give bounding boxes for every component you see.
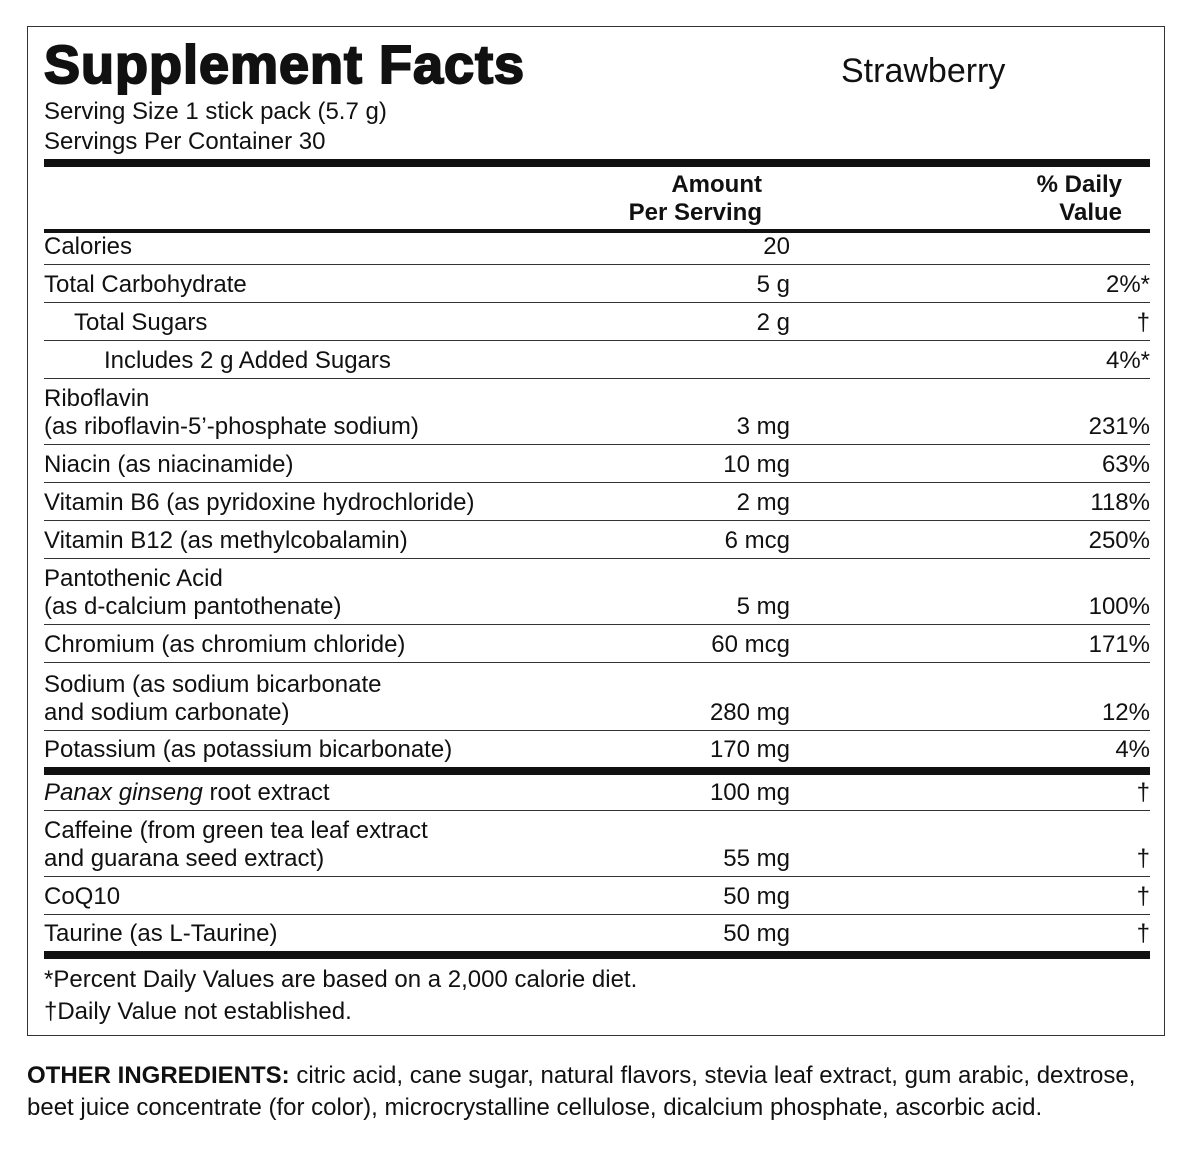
nutrient-amount: 20	[763, 233, 790, 260]
footnote-dagger: †Daily Value not established.	[44, 998, 352, 1025]
panel-title: Supplement Facts	[44, 35, 526, 95]
serving-size: Serving Size 1 stick pack (5.7 g)	[44, 98, 387, 125]
table-row	[44, 483, 1150, 521]
nutrient-name: Includes 2 g Added Sugars	[104, 347, 391, 374]
other-ingredients-text: citric acid, cane sugar, natural flavors, stevia leaf extract, gum arabic, dextrose, beet juice concentrate (for color), microcrystalline cellulose, dicalcium phosphate, ascorbic acid.	[27, 1062, 1136, 1121]
table-row	[44, 233, 1150, 265]
table-row	[44, 915, 1150, 951]
table-row	[44, 775, 1150, 811]
nutrient-amount: 10 mg	[723, 451, 790, 478]
flavor-name: Strawberry	[841, 52, 1006, 90]
nutrient-amount: 55 mg	[723, 845, 790, 872]
nutrient-dv: 63%	[1101, 451, 1150, 478]
middle-thick-divider	[44, 767, 1150, 775]
nutrient-name: Total Carbohydrate	[44, 271, 247, 298]
table-row	[44, 445, 1150, 483]
nutrient-dv: 231%	[1088, 413, 1150, 440]
italic-botanical-name: Panax ginseng	[44, 779, 203, 806]
servings-per-container: Servings Per Container 30	[44, 128, 326, 155]
nutrient-dv: †	[1136, 309, 1150, 336]
table-row	[44, 379, 1150, 445]
supplement-facts-panel	[27, 26, 1165, 1036]
nutrient-amount: 50 mg	[723, 920, 790, 947]
nutrient-dv: †	[1136, 779, 1150, 806]
nutrient-name: Vitamin B12 (as methylcobalamin)	[44, 527, 408, 554]
other-ingredients	[27, 1060, 1167, 1124]
nutrient-name: Sodium (as sodium bicarbonate and sodium carbonate)	[44, 671, 382, 726]
table-row	[44, 663, 1150, 731]
nutrient-amount: 6 mcg	[724, 527, 790, 554]
nutrient-name: Riboflavin (as riboflavin-5’-phosphate sodium)	[44, 385, 419, 440]
nutrient-amount: 3 mg	[736, 413, 790, 440]
table-row	[44, 731, 1150, 767]
nutrient-amount: 2 g	[756, 309, 790, 336]
nutrient-dv: 12%	[1101, 699, 1150, 726]
nutrient-name: Total Sugars	[74, 309, 208, 336]
nutrient-dv: 4%*	[1105, 347, 1150, 374]
table-row	[44, 625, 1150, 663]
nutrient-dv: 171%	[1088, 631, 1150, 658]
nutrient-amount: 2 mg	[736, 489, 790, 516]
nutrient-name: Chromium (as chromium chloride)	[44, 631, 406, 658]
nutrient-dv: 100%	[1088, 593, 1150, 620]
nutrient-amount: 5 g	[756, 271, 790, 298]
serving-info	[44, 97, 387, 157]
footnote-percent-dv: *Percent Daily Values are based on a 2,000 calorie diet.	[44, 966, 638, 993]
nutrient-name: Vitamin B6 (as pyridoxine hydrochloride)	[44, 489, 475, 516]
nutrient-name: CoQ10	[44, 883, 121, 910]
nutrient-dv: †	[1136, 845, 1150, 872]
nutrient-name: Taurine (as L-Taurine)	[44, 920, 278, 947]
nutrient-name: Caffeine (from green tea leaf extract and guarana seed extract)	[44, 817, 428, 872]
nutrient-dv: †	[1136, 883, 1150, 910]
table-row	[44, 521, 1150, 559]
nutrient-amount: 5 mg	[736, 593, 790, 620]
nutrient-name: Niacin (as niacinamide)	[44, 451, 294, 478]
nutrient-amount: 60 mcg	[711, 631, 790, 658]
top-thick-divider	[44, 159, 1150, 167]
nutrient-dv: 2%*	[1105, 271, 1150, 298]
table-row	[44, 877, 1150, 915]
table-row	[44, 811, 1150, 877]
table-row	[44, 303, 1150, 341]
nutrient-dv: 118%	[1090, 489, 1150, 516]
other-ingredients-label: OTHER INGREDIENTS:	[27, 1062, 290, 1089]
nutrient-dv: 4%	[1115, 736, 1150, 763]
table-row	[44, 341, 1150, 379]
table-row	[44, 559, 1150, 625]
bottom-thick-divider	[44, 951, 1150, 959]
table-row	[44, 265, 1150, 303]
nutrient-amount: 50 mg	[723, 883, 790, 910]
nutrient-amount: 100 mg	[709, 779, 790, 806]
nutrient-name: Potassium (as potassium bicarbonate)	[44, 736, 453, 763]
nutrient-dv: †	[1136, 920, 1150, 947]
nutrient-dv: 250%	[1088, 527, 1150, 554]
nutrient-amount: 280 mg	[709, 699, 790, 726]
nutrient-name: Panax ginseng root extract	[44, 779, 330, 806]
nutrient-amount: 170 mg	[709, 736, 790, 763]
nutrient-name: Calories	[44, 233, 133, 260]
nutrient-name: Pantothenic Acid (as d-calcium pantothenate)	[44, 565, 342, 620]
header-amount: Amount Per Serving	[628, 171, 762, 226]
header-daily-value: % Daily Value	[1036, 171, 1122, 226]
